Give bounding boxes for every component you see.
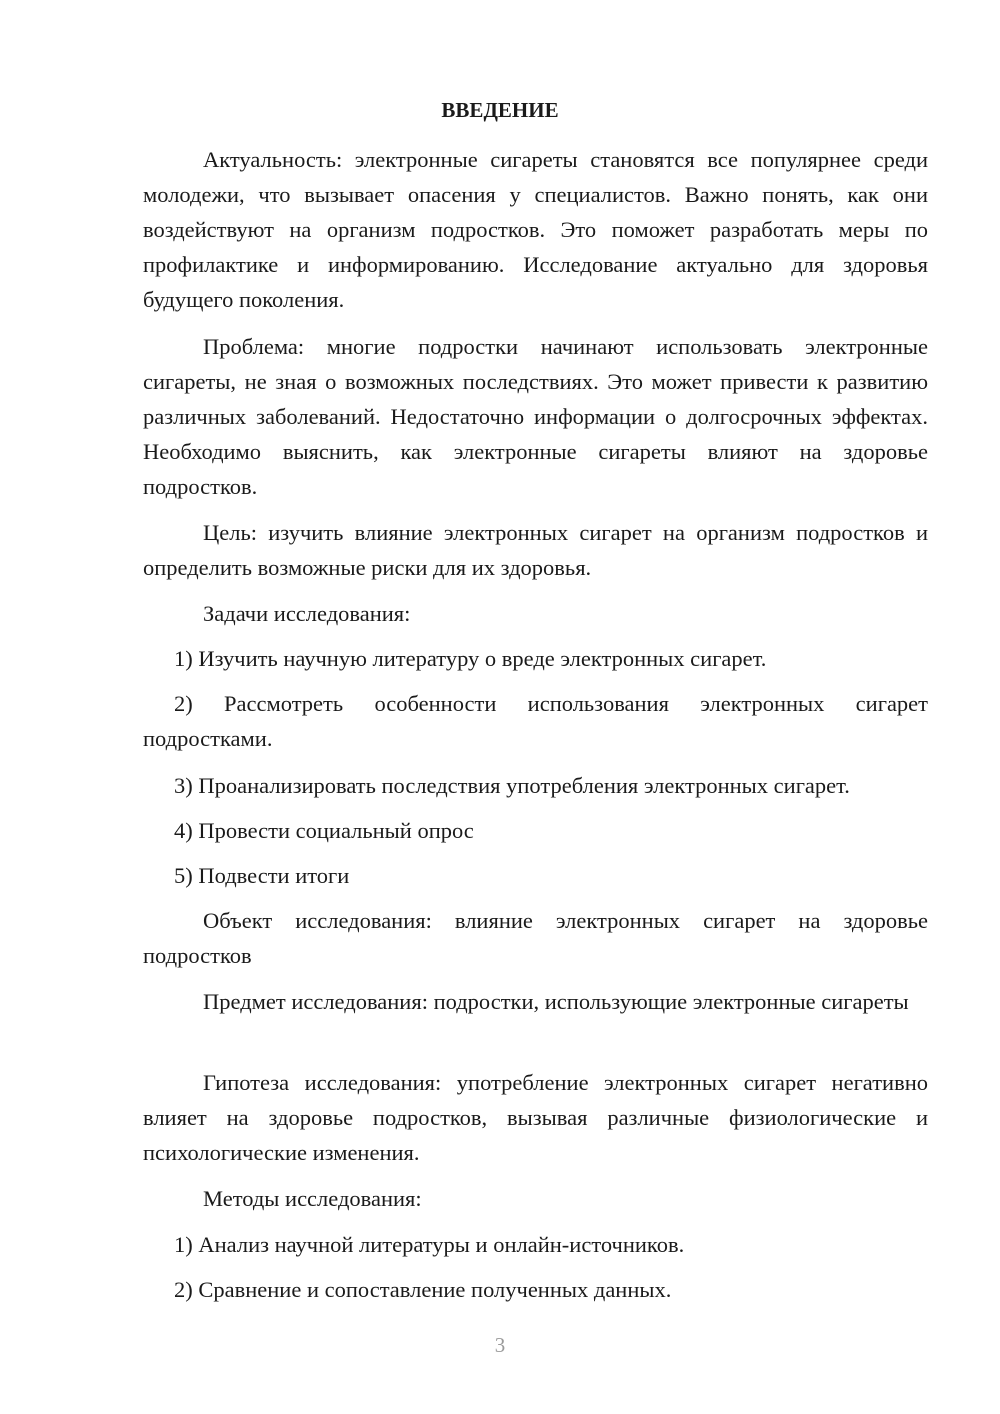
paragraph-hypothesis: Гипотеза исследования: употребление электронных сигарет негативно влияет на здоровье подростков, вызывая различные физиологические и психологические изменения.: [143, 1070, 928, 1165]
tasks-title: Задачи исследования:: [203, 601, 411, 626]
task-item-4: 4) Провести социальный опрос: [174, 818, 474, 843]
paragraph-problem: Проблема: многие подростки начинают использовать электронные сигареты, не зная о возможных последствиях. Это может привести к развитию различных заболеваний. Недостаточно информации о долгосрочных эффектах. Необходимо выяснить, как электронные сигареты влияют на здоровье подростков.: [143, 334, 928, 499]
task-item-5: 5) Подвести итоги: [174, 863, 350, 888]
task-item-3: 3) Проанализировать последствия употребления электронных сигарет.: [174, 773, 850, 798]
task-item-2: 2) Рассмотреть особенности использования электронных сигарет подростками.: [143, 691, 928, 751]
paragraph-object: Объект исследования: влияние электронных сигарет на здоровье подростков: [143, 908, 928, 968]
method-item-1: 1) Анализ научной литературы и онлайн-источников.: [174, 1232, 685, 1257]
paragraph-subject: Предмет исследования: подростки, использующие электронные сигареты: [203, 989, 909, 1014]
paragraph-goal: Цель: изучить влияние электронных сигарет на организм подростков и определить возможные риски для их здоровья.: [143, 520, 928, 580]
paragraph-relevance: Актуальность: электронные сигареты становятся все популярнее среди молодежи, что вызывает опасения у специалистов. Важно понять, как они воздействуют на организм подростков. Это поможет разработать меры по профилактике и информированию. Исследование актуально для здоровья будущего поколения.: [143, 147, 928, 312]
methods-title: Методы исследования:: [203, 1186, 422, 1211]
method-item-2: 2) Сравнение и сопоставление полученных данных.: [174, 1277, 672, 1302]
section-heading: ВВЕДЕНИЕ: [441, 98, 559, 122]
page-number: 3: [494, 1333, 506, 1357]
task-item-1: 1) Изучить научную литературу о вреде электронных сигарет.: [174, 646, 767, 671]
